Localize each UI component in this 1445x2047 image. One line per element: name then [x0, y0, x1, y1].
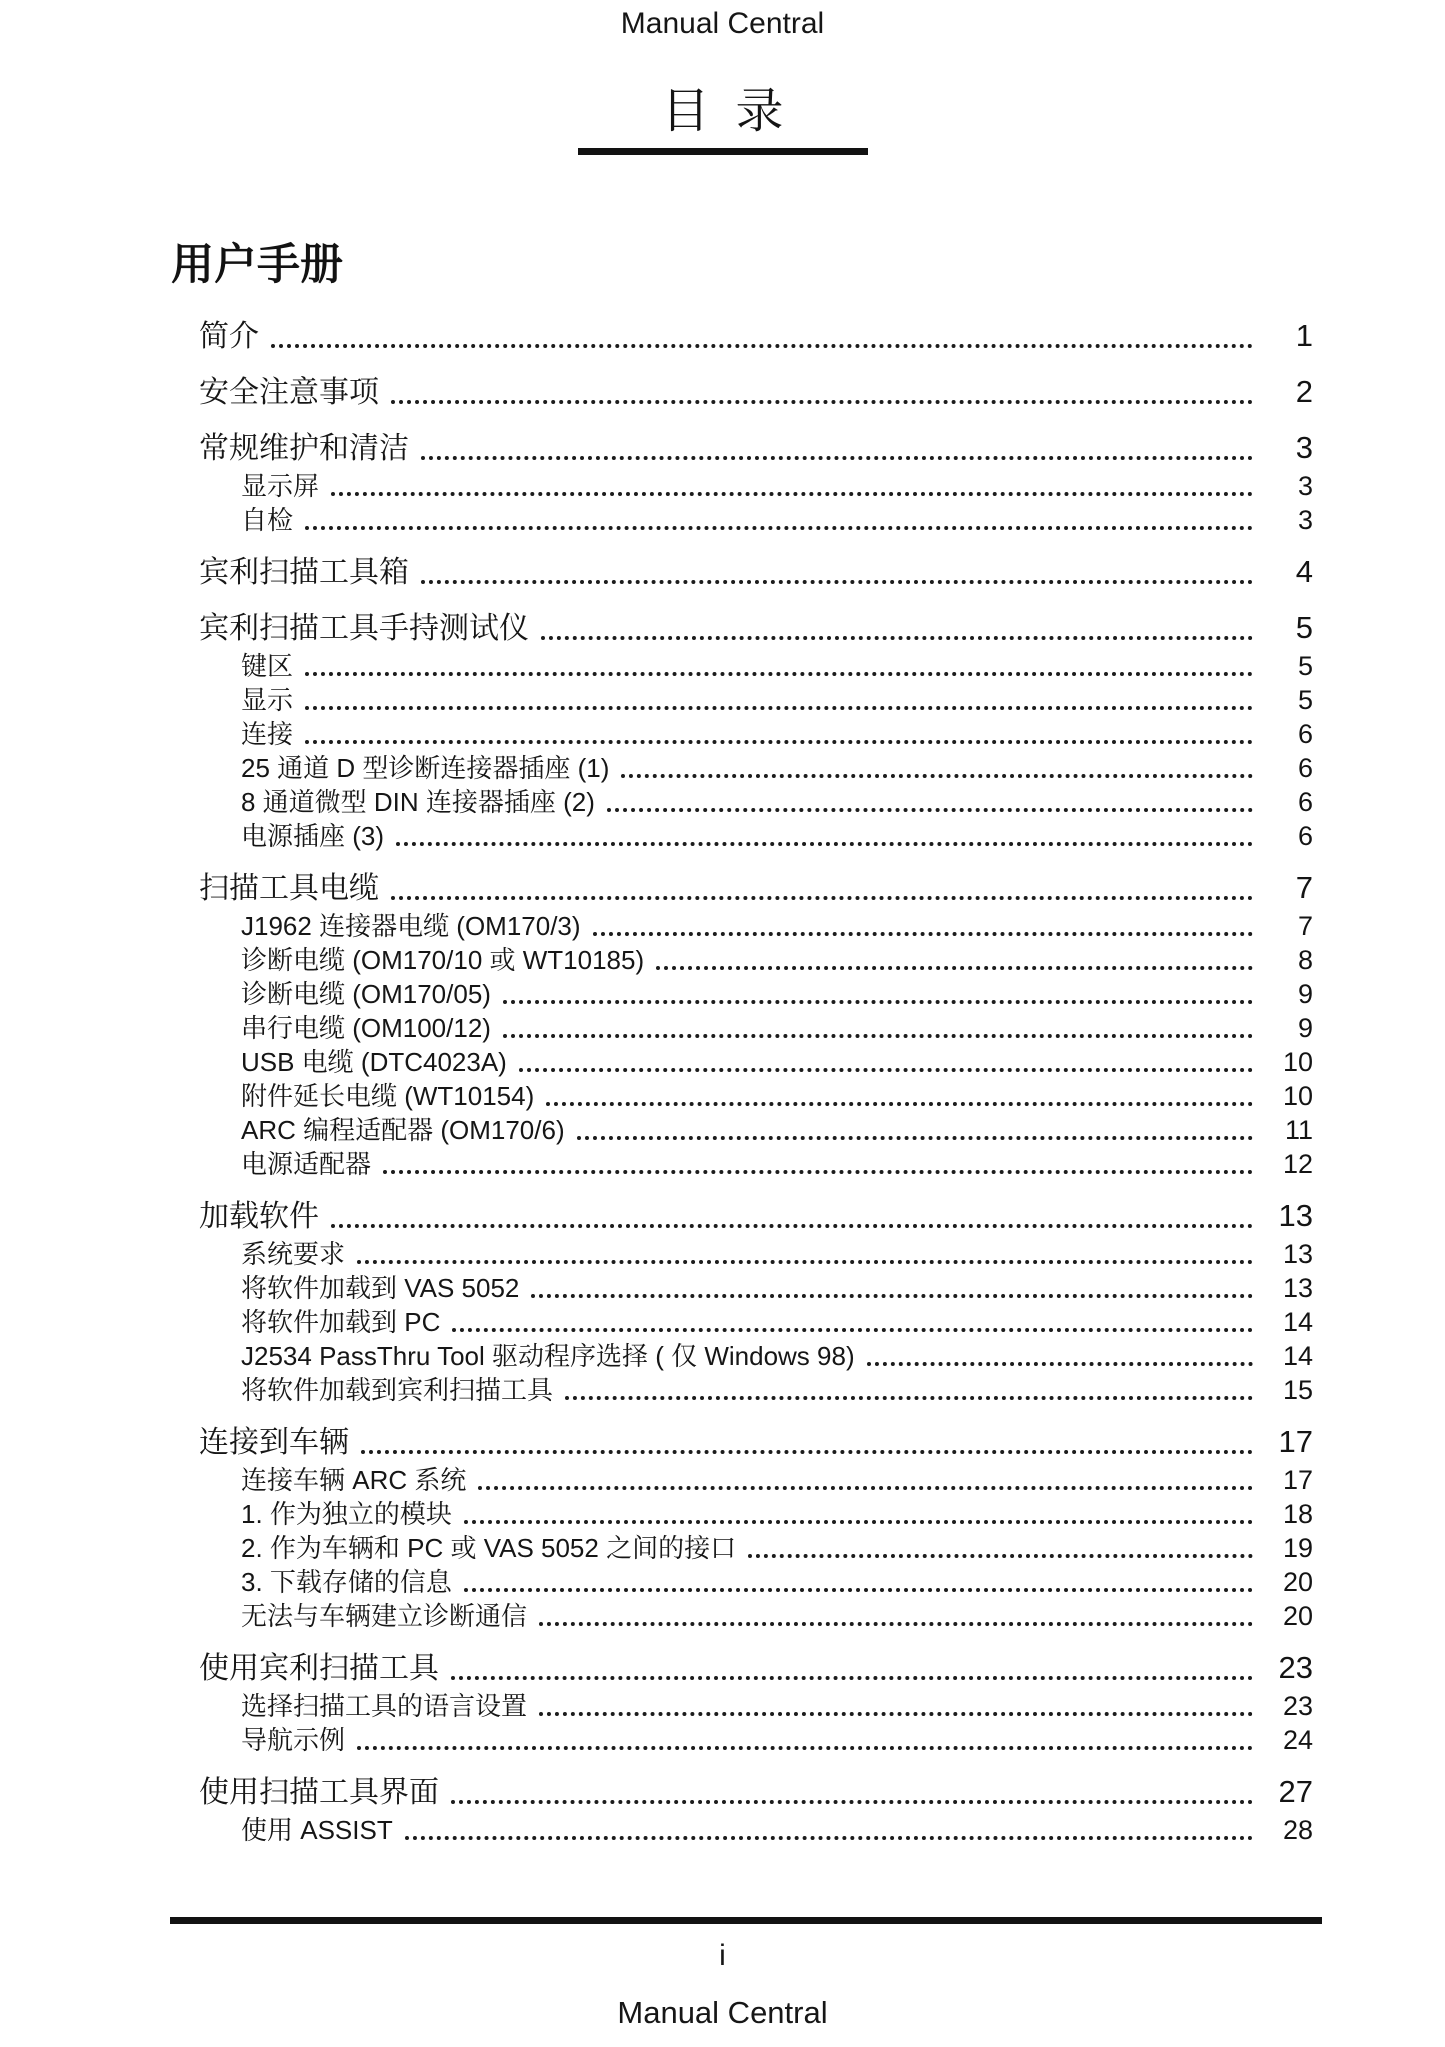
toc-entry-page: 19: [1282, 1533, 1313, 1563]
toc-entry-label: 将软件加载到 PC: [241, 1307, 441, 1337]
dot-leader: [305, 672, 1253, 676]
toc-entry[interactable]: [0, 867, 1313, 909]
toc-entry-label: 常规维护和清洁: [199, 432, 409, 465]
toc-entry[interactable]: [0, 1045, 1313, 1079]
toc-entry-page: 5: [1297, 651, 1313, 681]
toc-entry-page: 6: [1297, 821, 1313, 851]
toc-entry[interactable]: [0, 1689, 1313, 1723]
toc-entry-label: 无法与车辆建立诊断通信: [241, 1601, 528, 1631]
dot-leader: [421, 580, 1253, 584]
toc-entry-label: 将软件加载到宾利扫描工具: [241, 1375, 554, 1405]
toc-entry-page: 14: [1282, 1341, 1313, 1371]
document-footer-title: Manual Central: [617, 1995, 828, 2030]
toc-entry-page: 6: [1297, 753, 1313, 783]
toc-entry-label: 安全注意事项: [199, 376, 379, 409]
toc-entry-page: 9: [1297, 979, 1313, 1009]
dot-leader: [357, 1260, 1253, 1264]
toc-entry[interactable]: [0, 1271, 1313, 1305]
toc-entry[interactable]: [0, 649, 1313, 683]
toc-entry-page: 24: [1282, 1725, 1313, 1755]
toc-entry-page: 13: [1278, 1198, 1313, 1233]
toc-entry-label: 使用宾利扫描工具: [199, 1652, 439, 1685]
toc-list: [0, 315, 1313, 1847]
dot-leader: [305, 526, 1253, 530]
toc-entry-label: 电源插座 (3): [241, 821, 385, 851]
toc-entry-page: 8: [1297, 945, 1313, 975]
toc-entry[interactable]: [0, 751, 1313, 785]
toc-entry-page: 4: [1295, 554, 1313, 589]
dot-leader: [867, 1362, 1253, 1366]
toc-entry-page: 15: [1282, 1375, 1313, 1405]
dot-leader: [503, 1000, 1253, 1004]
toc-entry[interactable]: [0, 977, 1313, 1011]
footer-rule: [170, 1917, 1322, 1924]
toc-entry-label: 1. 作为独立的模块: [241, 1499, 452, 1529]
toc-entry[interactable]: [0, 1723, 1313, 1757]
dot-leader: [331, 1224, 1253, 1228]
toc-entry[interactable]: [0, 503, 1313, 537]
toc-entry[interactable]: [0, 1565, 1313, 1599]
dot-leader: [565, 1396, 1253, 1400]
toc-entry[interactable]: [0, 1531, 1313, 1565]
toc-entry-label: 宾利扫描工具箱: [199, 556, 409, 589]
toc-entry-label: 8 通道微型 DIN 连接器插座 (2): [241, 787, 595, 817]
dot-leader: [593, 932, 1253, 936]
document-header-title: Manual Central: [620, 7, 825, 40]
toc-entry[interactable]: [0, 1771, 1313, 1813]
toc-entry-label: 加载软件: [199, 1200, 319, 1233]
dot-leader: [383, 1170, 1253, 1174]
toc-entry-page: 9: [1297, 1013, 1313, 1043]
toc-entry[interactable]: [0, 1421, 1313, 1463]
toc-entry[interactable]: [0, 1463, 1313, 1497]
toc-entry-page: 11: [1284, 1115, 1313, 1145]
toc-title: 目录: [661, 85, 810, 138]
toc-entry-label: 连接: [241, 719, 294, 749]
toc-entry-page: 5: [1297, 685, 1313, 715]
footer-page-number: i: [719, 1939, 726, 1972]
toc-entry-label: 使用 ASSIST: [241, 1815, 393, 1845]
section-heading: 用户手册: [171, 242, 343, 289]
dot-leader: [577, 1136, 1253, 1140]
toc-entry-page: 23: [1282, 1691, 1313, 1721]
toc-entry-label: 扫描工具电缆: [199, 872, 379, 905]
toc-entry[interactable]: [0, 1497, 1313, 1531]
toc-entry[interactable]: [0, 1011, 1313, 1045]
toc-entry-page: 1: [1295, 318, 1313, 353]
toc-entry-page: 23: [1278, 1650, 1313, 1685]
toc-entry-page: 13: [1282, 1239, 1313, 1269]
dot-leader: [391, 896, 1253, 900]
toc-entry-label: 自检: [241, 505, 294, 535]
toc-entry-label: 显示: [241, 685, 294, 715]
dot-leader: [396, 842, 1253, 846]
dot-leader: [405, 1836, 1253, 1840]
toc-entry-page: 3: [1297, 471, 1313, 501]
dot-leader: [464, 1588, 1253, 1592]
dot-leader: [305, 740, 1253, 744]
dot-leader: [361, 1450, 1253, 1454]
toc-entry[interactable]: [0, 1373, 1313, 1407]
toc-entry-label: 连接到车辆: [199, 1426, 349, 1459]
toc-entry-page: 2: [1295, 374, 1313, 409]
toc-entry[interactable]: [0, 1599, 1313, 1633]
toc-entry-label: 导航示例: [241, 1725, 346, 1755]
dot-leader: [748, 1554, 1253, 1558]
toc-title-underline: [578, 148, 868, 155]
toc-entry-label: 诊断电缆 (OM170/10 或 WT10185): [241, 945, 645, 975]
toc-entry[interactable]: [0, 717, 1313, 751]
toc-title-block: [0, 86, 1445, 155]
dot-leader: [539, 1622, 1253, 1626]
toc-entry-page: 3: [1297, 505, 1313, 535]
dot-leader: [546, 1102, 1253, 1106]
toc-entry-label: 键区: [241, 651, 294, 681]
toc-entry-label: J2534 PassThru Tool 驱动程序选择 ( 仅 Windows 98): [241, 1341, 855, 1371]
toc-entry-label: J1962 连接器电缆 (OM170/3): [241, 911, 581, 941]
dot-leader: [519, 1068, 1253, 1072]
dot-leader: [531, 1294, 1253, 1298]
toc-entry[interactable]: [0, 1305, 1313, 1339]
dot-leader: [451, 1800, 1253, 1804]
toc-entry-page: 12: [1282, 1149, 1313, 1179]
toc-entry-page: 20: [1282, 1567, 1313, 1597]
toc-entry-page: 5: [1295, 610, 1313, 645]
toc-entry-page: 7: [1295, 870, 1313, 905]
dot-leader: [391, 400, 1253, 404]
dot-leader: [607, 808, 1253, 812]
toc-entry[interactable]: [0, 551, 1313, 593]
dot-leader: [464, 1520, 1253, 1524]
toc-entry-label: 宾利扫描工具手持测试仪: [199, 612, 529, 645]
toc-entry[interactable]: [0, 1147, 1313, 1181]
toc-entry-page: 17: [1278, 1424, 1313, 1459]
toc-entry[interactable]: [0, 943, 1313, 977]
dot-leader: [421, 456, 1253, 460]
toc-entry-label: 使用扫描工具界面: [199, 1776, 439, 1809]
toc-entry[interactable]: [0, 1647, 1313, 1689]
toc-entry[interactable]: [0, 909, 1313, 943]
toc-entry-label: 电源适配器: [241, 1149, 372, 1179]
toc-entry-page: 3: [1295, 430, 1313, 465]
toc-entry[interactable]: [0, 1113, 1313, 1147]
toc-entry[interactable]: [0, 1339, 1313, 1373]
toc-entry[interactable]: [0, 1195, 1313, 1237]
toc-entry[interactable]: [0, 1237, 1313, 1271]
dot-leader: [478, 1486, 1253, 1490]
dot-leader: [357, 1746, 1253, 1750]
toc-entry-label: ARC 编程适配器 (OM170/6): [241, 1115, 565, 1145]
toc-entry-page: 14: [1282, 1307, 1313, 1337]
toc-entry-label: 显示屏: [241, 471, 320, 501]
dot-leader: [539, 1712, 1253, 1716]
toc-entry-label: 诊断电缆 (OM170/05): [241, 979, 491, 1009]
dot-leader: [541, 636, 1253, 640]
toc-entry[interactable]: [0, 469, 1313, 503]
dot-leader: [621, 774, 1253, 778]
toc-entry[interactable]: [0, 1813, 1313, 1847]
toc-entry-page: 6: [1297, 719, 1313, 749]
toc-entry-page: 6: [1297, 787, 1313, 817]
toc-entry[interactable]: [0, 427, 1313, 469]
toc-entry-label: 系统要求: [241, 1239, 346, 1269]
dot-leader: [656, 966, 1253, 970]
dot-leader: [305, 706, 1253, 710]
dot-leader: [452, 1328, 1253, 1332]
toc-entry[interactable]: [0, 607, 1313, 649]
toc-entry-label: 将软件加载到 VAS 5052: [241, 1273, 520, 1303]
toc-entry-label: 3. 下载存储的信息: [241, 1567, 452, 1597]
toc-entry-label: 连接车辆 ARC 系统: [241, 1465, 467, 1495]
toc-entry-label: 串行电缆 (OM100/12): [241, 1013, 491, 1043]
toc-entry-label: 选择扫描工具的语言设置: [241, 1691, 528, 1721]
toc-entry-label: 25 通道 D 型诊断连接器插座 (1): [241, 753, 610, 783]
toc-entry-label: 2. 作为车辆和 PC 或 VAS 5052 之间的接口: [241, 1533, 737, 1563]
toc-entry-page: 10: [1282, 1047, 1313, 1077]
toc-entry[interactable]: [0, 683, 1313, 717]
toc-entry-page: 18: [1282, 1499, 1313, 1529]
toc-entry[interactable]: [0, 819, 1313, 853]
toc-entry-page: 28: [1282, 1815, 1313, 1845]
toc-entry-label: 附件延长电缆 (WT10154): [241, 1081, 535, 1111]
dot-leader: [451, 1676, 1253, 1680]
dot-leader: [331, 492, 1253, 496]
toc-entry[interactable]: [0, 315, 1313, 357]
toc-entry-page: 13: [1282, 1273, 1313, 1303]
toc-entry[interactable]: [0, 371, 1313, 413]
toc-entry-page: 27: [1278, 1774, 1313, 1809]
toc-entry-page: 10: [1282, 1081, 1313, 1111]
toc-entry[interactable]: [0, 1079, 1313, 1113]
toc-entry-page: 17: [1282, 1465, 1313, 1495]
dot-leader: [271, 344, 1253, 348]
toc-entry-page: 20: [1282, 1601, 1313, 1631]
toc-entry-page: 7: [1297, 911, 1313, 941]
toc-entry[interactable]: [0, 785, 1313, 819]
toc-entry-label: USB 电缆 (DTC4023A): [241, 1047, 507, 1077]
toc-entry-label: 简介: [199, 320, 259, 353]
dot-leader: [503, 1034, 1253, 1038]
